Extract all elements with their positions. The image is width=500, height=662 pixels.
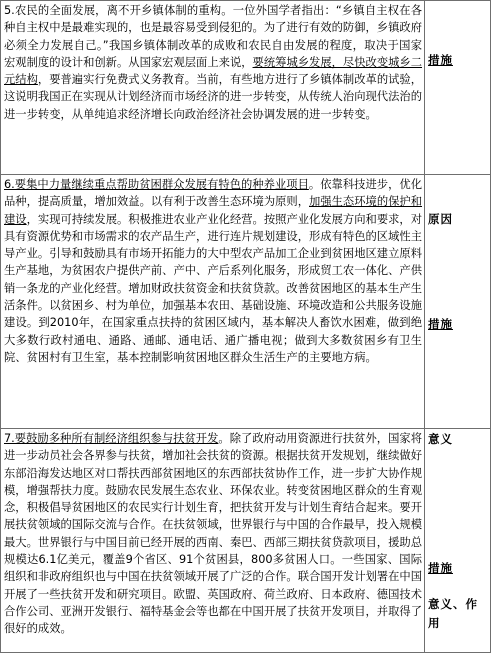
- annotation-meaning-effect-label: 意义、作用: [428, 597, 478, 630]
- paragraph-cell: [1, 1, 425, 175]
- table-row: [1, 175, 491, 429]
- text-run: 。除了政府动用资源进行扶贫外，国家将进一步动员社会各界参与扶贫，增加社会扶贫的资源。根据扶贫开发规划，继续做好东部沿海发达地区对口帮扶西部贫困地区的东西部扶贫协作工作，进一步扩大协作规模，增强帮扶力度。鼓励农民发展生态农业、环保农业。转变贫困地区群众的生育观念，积极倡导贫困地区的农民实行计划生育，把扶贫开发与计划生育结合起来。要开展扶贫领域的国际交流与合作。在扶贫领域，世界银行与中国的合作最早，投入规模最大。世界银行与中国目前已经开展的西南、秦巴、西部三期扶贫贷款项目，援助总规模达6.1亿美元，覆盖9个省区、91个贫困县，800多贫困人口。一些国家、国际组织和非政府组织也与中国在扶贫领域开展了广泛的合作。联合国开发计划署在中国开展了一些扶贫开发和研究项目。欧盟、英国政府、荷兰政府、日本政府、德国技术合作公司、亚洲开发银行、福特基金会等也都在中国开展了扶贫开发项目，并取得了很好的成效。: [4, 432, 422, 636]
- underlined-text-run: 加强生态环境的保护和建设: [4, 195, 423, 226]
- text-run: 。依靠科技进步，优化品种，提高质量，增加效益。以有利于改善生态环境为原则，: [4, 178, 422, 209]
- table-row: [1, 429, 491, 653]
- paragraph-6: [1, 175, 424, 366]
- text-run: 5.农民的全面发展，离不开乡镇体制的重构。一位外国学者指出：“乡镇自主权在各种自主权中是最难实现的，也是最容易受到侵犯的。为了进行有效的防御，乡镇政府必须全力发展自己。”我国乡镇体制改革的成败和农民自由发展的程度，取决于国家宏观制度的设计和创新。从国家宏观层面上来说，: [4, 4, 422, 69]
- paragraph-7: [1, 429, 424, 638]
- table-row: [1, 1, 491, 175]
- annotation-cell: [425, 175, 491, 429]
- annotation-cell: [425, 1, 491, 175]
- text-run: ，要普遍实行免费式义务教育。当前，有些地方进行了乡镇体制改革的试验，这说明我国正在实现从计划经济而市场经济的进一步转变，从传统人治向现代法治的进一步转变，从单纯追求经济增长向政治经济社会协调发展的进一步转变。: [4, 73, 423, 121]
- annotation-cell: [425, 429, 491, 653]
- text-run: ，实现可持续发展。积极推进农业产业化经营。按照产业化发展方向和要求，对具有资源优势和市场需求的农产品生产，进行连片规划建设，形成有特色的区域性主导产业。引导和鼓励具有市场开拓能力的大中型农产品加工企业到贫困地区建立原料生产基地，为贫困农户提供产前、产中、产后系列化服务，形成贸工农一体化、产供销一条龙的产业化经营。增加财政扶贫资金和扶贫贷款。改善贫困地区的基本生产生活条件。以贫困乡、村为单位，加强基本农田、基础设施、环境改造和公共服务设施建设。到2010年，在国家重点扶持的贫困区域内，基本解决人畜饮水困难，做到绝大多数行政村通电、通路、通邮、通电话、通广播电视；做到大多数贫困乡有卫生院、贫困村有卫生室，基本控制影响贫困地区群众生活生产的主要地方病。: [4, 212, 423, 364]
- paragraph-cell: [1, 429, 425, 653]
- annotation-measure-label: 措施: [428, 561, 453, 575]
- annotation-measure-label: 措施: [428, 53, 453, 67]
- annotation-meaning-label: 意义: [428, 432, 453, 446]
- underlined-text-run: 7.要鼓励多种所有制经济组织参与扶贫开发: [4, 432, 219, 445]
- annotation-measure-label: 措施: [428, 317, 453, 331]
- underlined-text-run: 要统筹城乡发展，尽快改变城乡二元结构: [4, 55, 423, 87]
- underlined-text-run: 6.要集中力量继续重点帮助贫困群众发展有特色的种养业项目: [4, 178, 309, 191]
- paragraph-5: [1, 1, 424, 123]
- annotation-reason-label: 原因: [428, 212, 453, 226]
- paragraph-cell: [1, 175, 425, 429]
